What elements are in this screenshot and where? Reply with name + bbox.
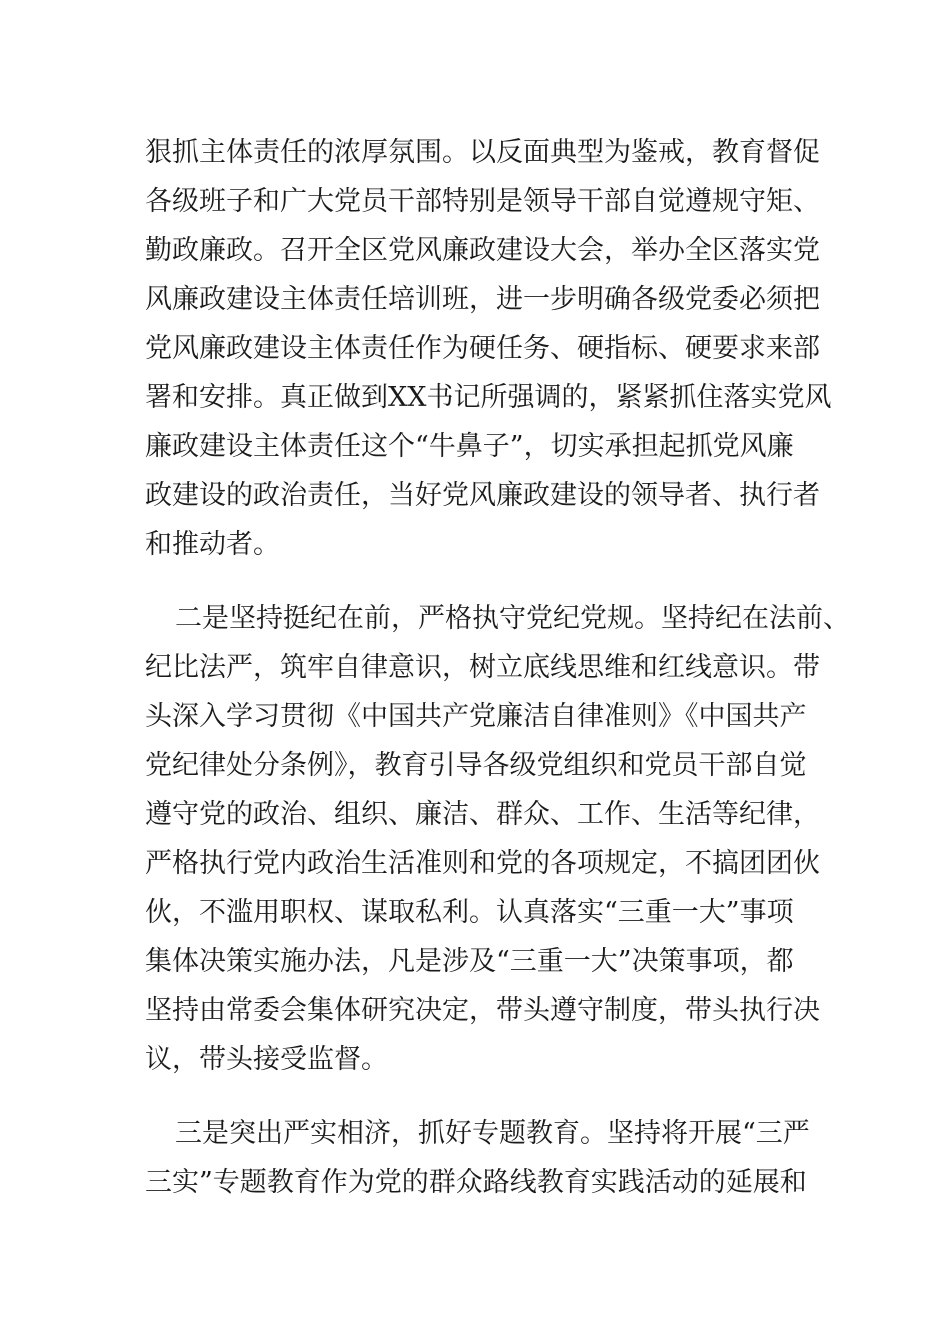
text-line: 党风廉政建设主体责任作为硬任务、硬指标、硬要求来部	[145, 333, 820, 364]
text-line: 三是突出严实相济，抓好专题教育。坚持将开展“三严	[175, 1118, 810, 1149]
paragraph-3	[145, 1109, 835, 1207]
text-line: 政建设的政治责任，当好党风廉政建设的领导者、执行者	[145, 480, 820, 511]
text-line: 集体决策实施办法，凡是涉及“三重一大”决策事项，都	[145, 946, 794, 977]
text-line: 坚持由常委会集体研究决定，带头遵守制度，带头执行决	[145, 995, 820, 1026]
paragraph-1	[145, 128, 835, 569]
text-line: 风廉政建设主体责任培训班，进一步明确各级党委必须把	[145, 284, 820, 315]
text-line: 遵守党的政治、组织、廉洁、群众、工作、生活等纪律，	[145, 799, 820, 830]
text-line: 党纪律处分条例》，教育引导各级党组织和党员干部自觉	[145, 750, 807, 781]
text-line: 三实”专题教育作为党的群众路线教育实践活动的延展和	[145, 1167, 807, 1198]
text-line: 狠抓主体责任的浓厚氛围。以反面典型为鉴戒，教育督促	[145, 137, 820, 168]
text-line: 头深入学习贯彻《中国共产党廉洁自律准则》《中国共产	[145, 701, 807, 732]
paragraph-2	[145, 594, 850, 1084]
text-line: 廉政建设主体责任这个“牛鼻子”，切实承担起抓党风廉	[145, 431, 794, 462]
text-line: 纪比法严，筑牢自律意识，树立底线思维和红线意识。带	[145, 652, 820, 683]
text-line: 议，带头接受监督。	[145, 1044, 388, 1075]
text-line: 伙，不滥用职权、谋取私利。认真落实“三重一大”事项	[145, 897, 794, 928]
text-line: 严格执行党内政治生活准则和党的各项规定，不搞团团伙	[145, 848, 820, 879]
text-line: 勤政廉政。召开全区党风廉政建设大会，举办全区落实党	[145, 235, 820, 266]
text-line: 署和安排。真正做到XX书记所强调的，紧紧抓住落实党风	[145, 382, 832, 413]
text-line: 各级班子和广大党员干部特别是领导干部自觉遵规守矩、	[145, 186, 820, 217]
text-line: 二是坚持挺纪在前，严格执守党纪党规。坚持纪在法前、	[175, 603, 850, 634]
text-line: 和推动者。	[145, 529, 280, 560]
